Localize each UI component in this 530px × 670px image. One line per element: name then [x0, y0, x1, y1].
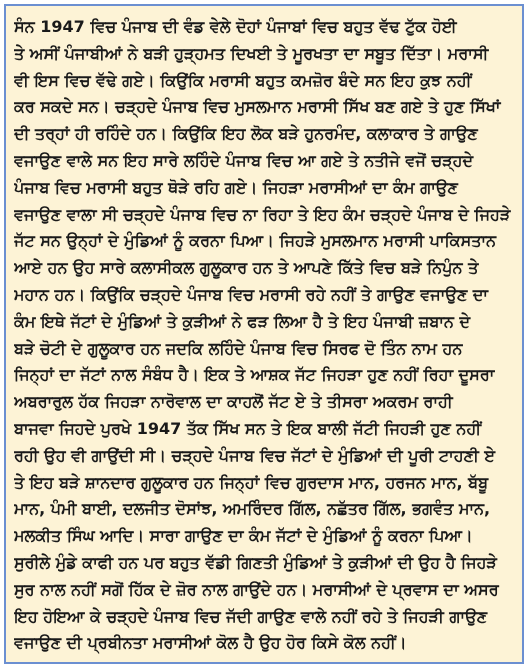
article-text [14, 14, 516, 657]
text-line: ਮਾਨ, ਪੰਮੀ ਬਾਈ, ਦਲਜੀਤ ਦੋਸਾਂਝ, ਅਮਰਿੰਦਰ ਗਿੱਲ, ਨਛੱਤਰ ਗਿੱਲ, ਭਗਵੰਤ ਮਾਨ, [14, 499, 491, 519]
text-line: ਜਿਨ੍ਹਾਂ ਦਾ ਜੱਟਾਂ ਨਾਲ ਸੰਬੰਧ ਹੈ। ਇਕ ਤੇ ਆਸ਼ਕ ਜੱਟ ਜਿਹੜਾ ਹੁਣ ਨਹੀਂ ਰਿਹਾ ਦੂਸਰਾ [14, 365, 495, 385]
text-line: ਇਹ ਹੋਇਆ ਕੇ ਚੜ੍ਹਦੇ ਪੰਜਾਬ ਵਿਚ ਜੱਦੀ ਗਾਉਣ ਵਾਲੇ ਨਹੀਂ ਰਹੇ ਤੇ ਜਿਹੜੀ ਗਾਉਣ [14, 606, 488, 626]
text-line: ਜੱਟ ਸਨ ਉਨ੍ਹਾਂ ਦੇ ਮੁੰਡਿਆਂ ਨੂੰ ਕਰਨਾ ਪਿਆ। ਜਿਹੜੇ ਮੁਸਲਮਾਨ ਮਰਾਸੀ ਪਾਕਿਸਤਾਨ [14, 231, 497, 251]
text-line: ਰਹੀ ਉਹ ਵੀ ਗਾਉਂਦੀ ਸੀ। ਚੜ੍ਹਦੇ ਪੰਜਾਬ ਵਿਚ ਜੱਟਾਂ ਦੇ ਮੁੰਡਿਆਂ ਦੀ ਪੂਰੀ ਟਾਹਣੀ ਏ [14, 445, 495, 465]
text-line: ਆਏ ਹਨ ਉਹ ਸਾਰੇ ਕਲਾਸੀਕਲ ਗੁਲੂਕਾਰ ਹਨ ਤੇ ਆਪਣੇ ਕਿੱਤੇ ਵਿਚ ਬੜੇ ਨਿਪੁੰਨ ਤੇ [14, 258, 479, 278]
text-line: ਬੜੇ ਚੋਟੀ ਦੇ ਗੁਲੂਕਾਰ ਹਨ ਜਦਕਿ ਲਹਿੰਦੇ ਪੰਜਾਬ ਵਿਚ ਸਿਰਫ ਦੋ ਤਿੰਨ ਨਾਮ ਹਨ [14, 338, 463, 358]
text-line: ਕਰ ਸਕਦੇ ਸਨ। ਚੜ੍ਹਦੇ ਪੰਜਾਬ ਵਿਚ ਮੁਸਲਮਾਨ ਮਰਾਸੀ ਸਿੱਖ ਬਣ ਗਏ ਤੇ ਹੁਣ ਸਿੱਖਾਂ [14, 97, 501, 117]
text-line: ਦੀ ਤਰ੍ਹਾਂ ਹੀ ਰਹਿੰਦੇ ਹਨ। ਕਿਉਂਕਿ ਇਹ ਲੋਕ ਬੜੇ ਹੁਨਰਮੰਦ, ਕਲਾਕਾਰ ਤੇ ਗਾਉਣ [14, 124, 478, 144]
text-line: ਕੰਮ ਇਥੇ ਜੱਟਾਂ ਦੇ ਮੁੰਡਿਆਂ ਤੇ ਕੁੜੀਆਂ ਨੇ ਫੜ ਲਿਆ ਹੈ ਤੇ ਇਹ ਪੰਜਾਬੀ ਜ਼ਬਾਨ ਦੇ [14, 311, 471, 331]
text-line: ਵਜਾਉਣ ਵਾਲੇ ਸਨ ਇਹ ਸਾਰੇ ਲਹਿੰਦੇ ਪੰਜਾਬ ਵਿਚ ਆ ਗਏ ਤੇ ਨਤੀਜੇ ਵਜੋਂ ਚੜ੍ਹਦੇ [14, 150, 474, 170]
text-line: ਵਜਾਉਣ ਵਾਲਾ ਸੀ ਚੜ੍ਹਦੇ ਪੰਜਾਬ ਵਿਚ ਨਾ ਰਿਹਾ ਤੇ ਇਹ ਕੰਮ ਚੜ੍ਹਦੇ ਪੰਜਾਬ ਦੇ ਜਿਹੜੇ [14, 204, 511, 224]
text-line: ਸੁਰ ਨਾਲ ਨਹੀਂ ਸਗੋਂ ਹਿੱਕ ਦੇ ਜ਼ੋਰ ਨਾਲ ਗਾਉਂਦੇ ਹਨ। ਮਰਾਸੀਆਂ ਦੇ ਪ੍ਰਵਾਸ ਦਾ ਅਸਰ [14, 579, 499, 599]
text-line: ਵਜਾਉਣ ਦੀ ਪ੍ਰਬੀਨਤਾ ਮਰਾਸੀਆਂ ਕੋਲ ਹੈ ਉਹ ਹੋਰ ਕਿਸੇ ਕੋਲ ਨਹੀਂ। [14, 633, 407, 653]
text-line: ਤੇ ਅਸੀਂ ਪੰਜਾਬੀਆਂ ਨੇ ਬੜੀ ਹੁੜ੍ਹਮਤ ਦਿਖਈ ਤੇ ਮੂਰਖਤਾ ਦਾ ਸਬੂਤ ਦਿੱਤਾ। ਮਰਾਸੀ [14, 43, 489, 63]
text-line: ਬਾਜਵਾ ਜਿਹਦੇ ਪੁਰਖੇ 1947 ਤੱਕ ਸਿੱਖ ਸਨ ਤੇ ਇਕ ਬਾਲੀ ਜੱਟੀ ਜਿਹੜੀ ਹੁਣ ਨਹੀਂ [14, 418, 482, 438]
text-line: ਤੇ ਇਹ ਬੜੇ ਸ਼ਾਨਦਾਰ ਗੁਲੂਕਾਰ ਹਨ ਜਿਨ੍ਹਾਂ ਵਿਚ ਗੁਰਦਾਸ ਮਾਨ, ਹਰਜਨ ਮਾਨ, ਬੱਬੂ [14, 472, 489, 492]
text-line: ਮਲਕੀਤ ਸਿੰਘ ਆਦਿ। ਸਾਰਾ ਗਾਉਣ ਦਾ ਕੰਮ ਜੱਟਾਂ ਦੇ ਮੁੰਡਿਆਂ ਨੂੰ ਕਰਨਾ ਪਿਆ। [14, 526, 473, 546]
text-line: ਮਹਾਨ ਹਨ। ਕਿਉਂਕਿ ਚੜ੍ਹਦੇ ਪੰਜਾਬ ਵਿਚ ਮਰਾਸੀ ਰਹੇ ਨਹੀਂ ਤੇ ਗਾਉਣ ਵਜਾਉਣ ਦਾ [14, 284, 489, 304]
article-panel [4, 4, 524, 664]
text-line: ਵੀ ਇਸ ਵਿਚ ਵੱਢੇ ਗਏ। ਕਿਉਂਕਿ ਮਰਾਸੀ ਬਹੁਤ ਕਮਜ਼ੋਰ ਬੰਦੇ ਸਨ ਇਹ ਕੁਝ ਨਹੀਂ [14, 70, 472, 90]
text-line: ਅਬਰਾਰੁਲ ਹੱਕ ਜਿਹੜਾ ਨਾਰੋਵਾਲ ਦਾ ਕਾਹਲੋਂ ਜੱਟ ਏ ਤੇ ਤੀਸਰਾ ਅਕਰਮ ਰਾਹੀ [14, 392, 453, 412]
text-line: ਪੰਜਾਬ ਵਿਚ ਮਰਾਸੀ ਬਹੁਤ ਥੋੜੇ ਰਹਿ ਗਏ। ਜਿਹੜਾ ਮਰਾਸੀਆਂ ਦਾ ਕੰਮ ਗਾਉਣ [14, 177, 458, 197]
text-line: ਸੰਨ 1947 ਵਿਚ ਪੰਜਾਬ ਦੀ ਵੰਡ ਵੇਲੇ ਦੋਹਾਂ ਪੰਜਾਬਾਂ ਵਿਚ ਬਹੁਤ ਵੱਢ ਟੁੱਕ ਹੋਈ [14, 17, 457, 36]
text-line: ਸੁਰੀਲੇ ਮੁੰਡੇ ਕਾਫੀ ਹਨ ਪਰ ਬਹੁਤ ਵੱਡੀ ਗਿਣਤੀ ਮੁੰਡਿਆਂ ਤੇ ਕੁੜੀਆਂ ਦੀ ਉਹ ਹੈ ਜਿਹੜੇ [14, 552, 497, 572]
